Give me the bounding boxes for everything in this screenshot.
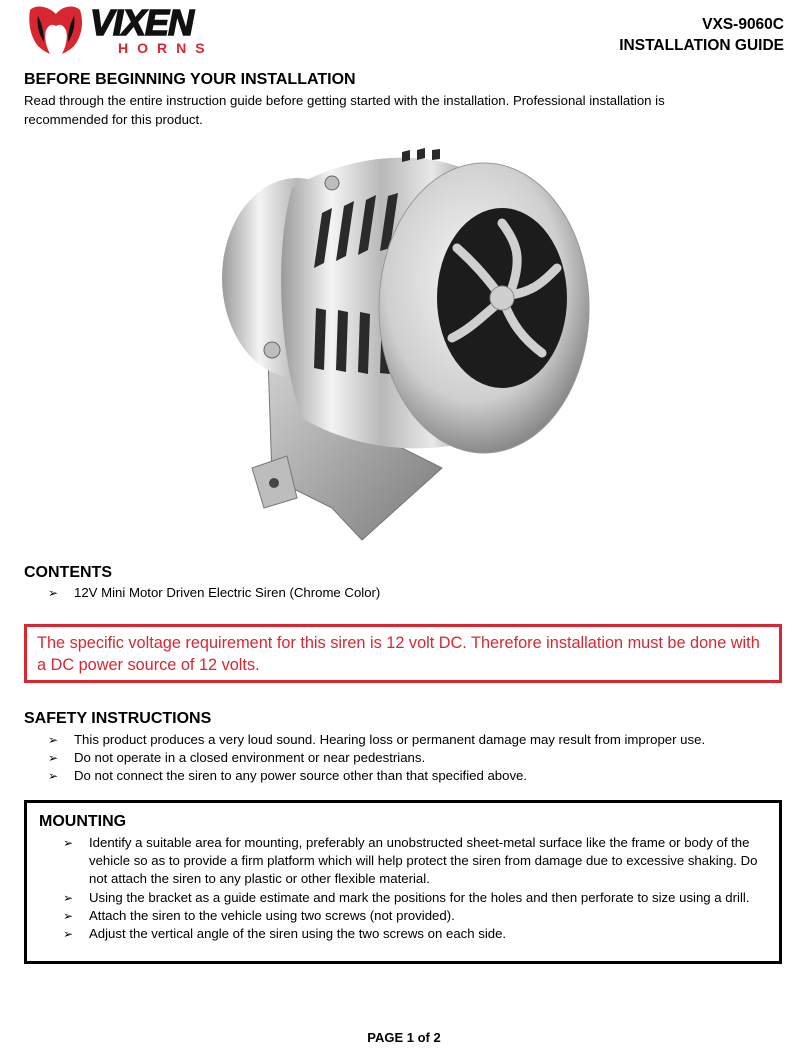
- before-text: Read through the entire instruction guide before getting started with the installation. Professional installation is recommended for this product.: [24, 93, 665, 127]
- arrow-bullet-icon: ➢: [63, 890, 74, 905]
- logo-word-bottom: HORNS: [118, 40, 214, 56]
- arrow-bullet-icon: ➢: [63, 927, 74, 942]
- list-item: [63, 889, 763, 907]
- warning-text: The specific voltage requirement for this siren is 12 volt DC. Therefore installation must be done with a DC power source of 12 volts.: [37, 634, 760, 674]
- list-item-text: Adjust the vertical angle of the siren using the two screws on each side.: [89, 926, 507, 942]
- vixen-horns-logo: [26, 2, 244, 56]
- list-item-text: This product produces a very loud sound. Hearing loss or permanent damage may result from improper use.: [74, 732, 706, 747]
- chrome-siren-photo-icon: [212, 138, 592, 548]
- list-item: [63, 925, 763, 943]
- list-item: [63, 907, 763, 925]
- mounting-list: [63, 834, 763, 943]
- safety-heading: SAFETY INSTRUCTIONS: [24, 710, 212, 727]
- doc-title: INSTALLATION GUIDE: [619, 37, 784, 54]
- safety-list: [48, 731, 778, 785]
- list-item-text: Do not operate in a closed environment or near pedestrians.: [74, 750, 426, 765]
- arrow-bullet-icon: ➢: [48, 586, 59, 600]
- mounting-box: [24, 800, 782, 964]
- list-item-text: 12V Mini Motor Driven Electric Siren (Chrome Color): [74, 585, 381, 600]
- arrow-bullet-icon: ➢: [48, 751, 59, 765]
- arrow-bullet-icon: ➢: [63, 836, 74, 850]
- fox-head-icon: [29, 7, 82, 54]
- list-item-text: Using the bracket as a guide estimate and mark the positions for the holes and then perforate to size using a drill.: [89, 889, 750, 905]
- list-item: [48, 749, 778, 767]
- arrow-bullet-icon: ➢: [48, 769, 59, 783]
- list-item: [48, 767, 778, 785]
- list-item-text: Identify a suitable area for mounting, preferably an unobstructed sheet-metal surface like the frame or body of the vehicle so as to provide a firm platform which will help protect the siren from damage due to excessive shaking. Do not attach the siren to any plastic or other flexible material.: [89, 835, 758, 887]
- before-heading: BEFORE BEGINNING YOUR INSTALLATION: [24, 71, 356, 88]
- list-item: [48, 731, 778, 749]
- mounting-heading: MOUNTING: [39, 813, 127, 830]
- document-header: [619, 14, 784, 56]
- model-number: VXS-9060C: [702, 16, 784, 33]
- arrow-bullet-icon: ➢: [48, 733, 59, 747]
- contents-list: [48, 584, 768, 602]
- contents-heading: CONTENTS: [24, 564, 112, 581]
- list-item: [63, 834, 763, 889]
- logo-word-top: VIXEN: [90, 2, 194, 43]
- voltage-warning-box: [24, 624, 782, 683]
- arrow-bullet-icon: ➢: [63, 908, 74, 923]
- list-item-text: Do not connect the siren to any power source other than that specified above.: [74, 768, 528, 783]
- list-item-text: Attach the siren to the vehicle using two screws (not provided).: [89, 907, 455, 923]
- page-number: PAGE 1 of 2: [367, 1030, 441, 1045]
- list-item: [48, 584, 768, 602]
